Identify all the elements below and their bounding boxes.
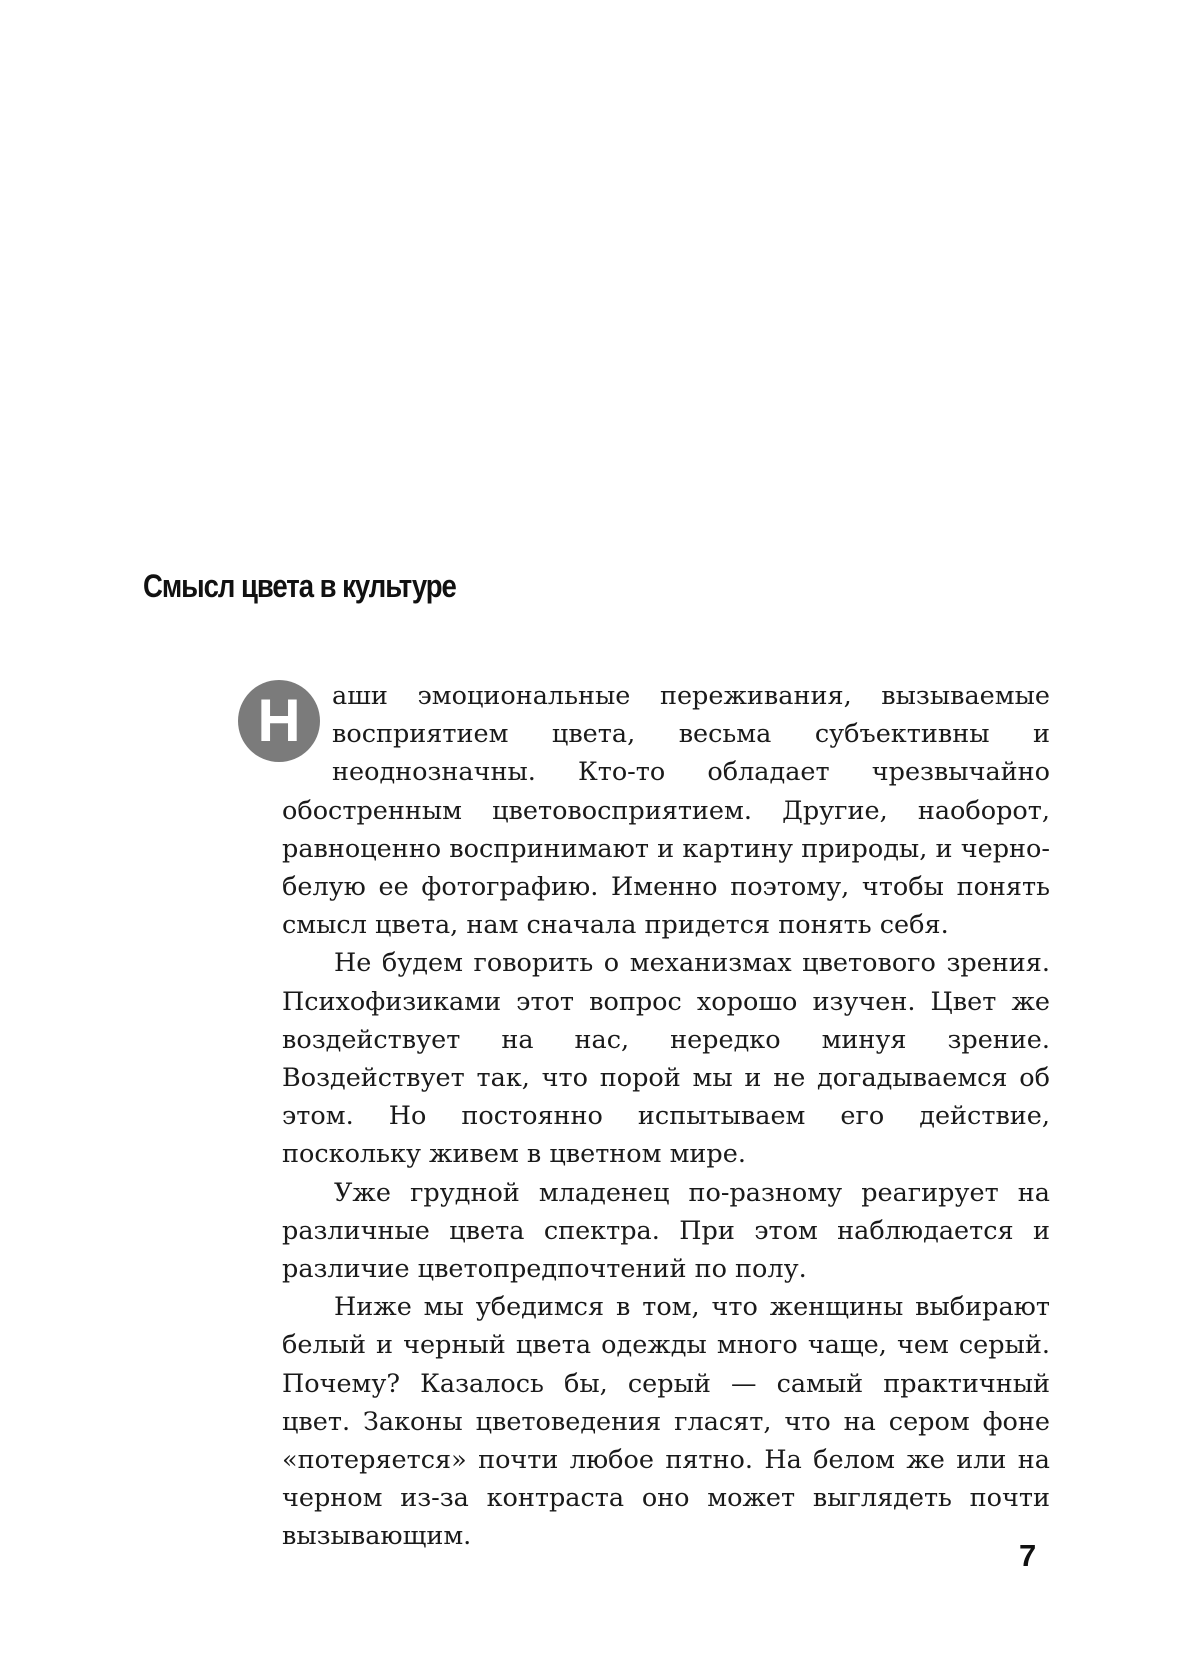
paragraph-4: Ниже мы убедимся в том, что женщины выбирают белый и черный цвета одежды много чаще, чем серый. Почему? Казалось бы, серый — самый практичный цвет. Законы цветоведения гласят, что на сером фоне «потеряется» почти любое пятно. На белом же или на черном из-за контраста оно может выглядеть почти вызывающим. — [282, 1292, 1050, 1552]
paragraph-1-text: аши эмоциональные переживания, вызываемые восприятием цвета, весьма субъективны и неоднозначны. Кто-то обладает чрезвычайно обостренным цветовосприятием. Другие, наоборот, равноценно воспринимают и картину природы, и черно-белую ее фотографию. Именно поэтому, чтобы понять смысл цвета, нам сначала придется понять себя. — [282, 681, 1050, 941]
paragraph-2: Не будем говорить о механизмах цветового зрения. Психофизиками этот вопрос хорошо изучен. Цвет же воздействует на нас, нередко минуя зрение. Воздействует так, что порой мы и не догадываемся об этом. Но постоянно испытываем его действие, поскольку живем в цветном мире. — [282, 948, 1050, 1170]
paragraph-3: Уже грудной младенец по-разному реагирует на различные цвета спектра. При этом наблюдается и различие цветопредпочтений по полу. — [282, 1177, 1050, 1285]
body-text — [257, 677, 1050, 1556]
page-number: 7 — [1019, 1538, 1037, 1573]
drop-cap-circle — [238, 680, 320, 762]
section-heading: Смысл цвета в культуре — [143, 568, 456, 604]
drop-cap-letter: Н — [257, 687, 301, 754]
paragraph-1 — [257, 677, 1050, 944]
